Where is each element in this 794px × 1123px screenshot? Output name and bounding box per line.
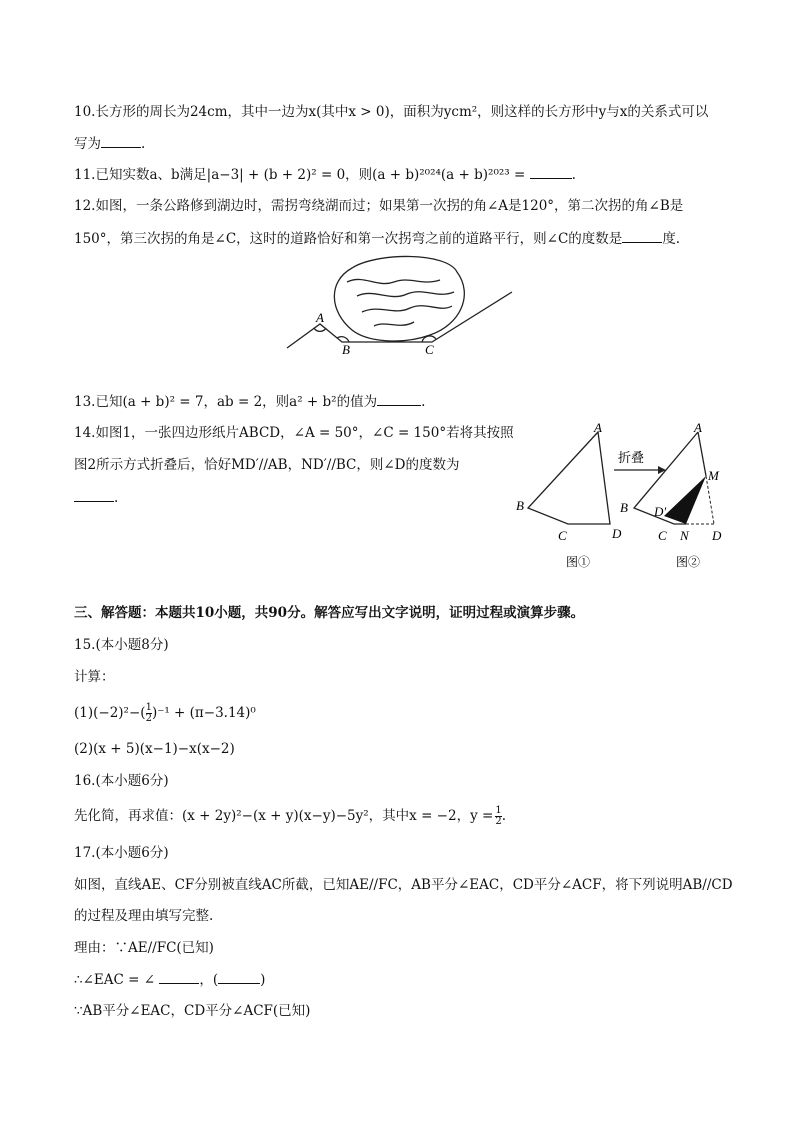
fold-arrow-head bbox=[658, 466, 666, 474]
fig1-caption: 图① bbox=[566, 555, 591, 569]
q15-instruction: 计算： bbox=[74, 669, 115, 685]
q11-text: 11.已知实数a、b满足|a−3| + (b + 2)² = 0，则(a + b)²⁰²⁴(a + b)²⁰²³ = bbox=[74, 167, 526, 183]
q15-title: 15.(本小题8分) bbox=[74, 637, 169, 653]
q17-reason-blank[interactable] bbox=[218, 969, 260, 984]
fig1-label-c: C bbox=[558, 528, 567, 543]
q17-reason: 理由：∵AE//FC(已知) bbox=[74, 940, 214, 956]
q17-angle-blank[interactable] bbox=[159, 969, 199, 984]
q13-answer-blank[interactable] bbox=[377, 391, 421, 406]
q12-suffix: 度. bbox=[662, 231, 681, 247]
q10-line1: 10.长方形的周长为24cm，其中一边为x(其中x > 0)，面积为ycm²，则这样的长方形中y与x的关系式可以 bbox=[74, 104, 709, 120]
q14-line3 bbox=[74, 487, 118, 508]
q13-suffix: . bbox=[421, 394, 426, 410]
q16-suffix: . bbox=[501, 808, 506, 824]
q17-step1-suffix: ) bbox=[260, 972, 266, 988]
q16-frac-den: 2 bbox=[495, 816, 502, 827]
fig2-label-m: M bbox=[708, 468, 719, 483]
fig1-label-a: A bbox=[594, 420, 602, 435]
angle-a-arc bbox=[314, 328, 326, 331]
q13-text: 13.已知(a + b)² = 7，ab = 2，则a² + b²的值为 bbox=[74, 394, 378, 410]
q15-frac-num: 1 bbox=[145, 702, 152, 713]
q15-part1-suffix: )⁻¹ + (π−3.14)⁰ bbox=[151, 705, 256, 721]
q17-title: 17.(本小题6分) bbox=[74, 845, 169, 861]
q16-body bbox=[74, 806, 506, 827]
fig2-label-d: D bbox=[712, 528, 722, 543]
fig2-label-dprime: D′ bbox=[654, 504, 667, 519]
q10-line2 bbox=[74, 133, 145, 154]
q11-line bbox=[74, 164, 576, 185]
q17-line2: 的过程及理由填写完整. bbox=[74, 908, 214, 924]
q12-answer-blank[interactable] bbox=[622, 228, 662, 243]
fig2-label-c: C bbox=[658, 528, 667, 543]
q12-label-a: A bbox=[316, 310, 324, 325]
fig1-label-d: D bbox=[612, 526, 622, 541]
q17-step1 bbox=[74, 969, 265, 990]
q14-line1: 14.如图1，一张四边形纸片ABCD，∠A = 50°，∠C = 150°若将其按照 bbox=[74, 425, 514, 441]
q12-line1: 12.如图，一条公路修到湖边时，需拐弯绕湖而过；如果第一次拐的角∠A是120°，第二次拐的角∠B是 bbox=[74, 198, 684, 214]
q15-part1-prefix: (1)(−2)²−( bbox=[74, 705, 146, 721]
q17-line1: 如图，直线AE、CF分别被直线AC所截，已知AE//FC，AB平分∠EAC，CD平分∠ACF，将下列说明AB//CD bbox=[74, 877, 733, 893]
q17-step2: ∵AB平分∠EAC，CD平分∠ACF(已知) bbox=[74, 1003, 311, 1019]
lake-wave-4 bbox=[374, 322, 414, 326]
q16-frac-num: 1 bbox=[495, 805, 502, 816]
q12-label-b: B bbox=[342, 342, 350, 357]
fig2-caption: 图② bbox=[676, 555, 701, 569]
section3-heading: 三、解答题：本题共10小题，共90分。解答应写出文字说明，证明过程或演算步骤。 bbox=[74, 605, 585, 621]
folded-triangle bbox=[664, 476, 706, 524]
q12-label-c: C bbox=[425, 342, 434, 357]
q14-quadrilateral-fig2 bbox=[634, 432, 706, 524]
q14-line2: 图2所示方式折叠后，恰好MD′//AB，ND′//BC，则∠D的度数为 bbox=[74, 457, 460, 473]
q11-suffix: . bbox=[571, 167, 576, 183]
q12-line2 bbox=[74, 228, 680, 249]
lake-wave-2 bbox=[357, 292, 454, 297]
fig2-label-b: B bbox=[620, 500, 628, 515]
fold-label: 折叠 bbox=[618, 450, 645, 465]
q15-part2: (2)(x + 5)(x−1)−x(x−2) bbox=[74, 741, 235, 757]
q13-line bbox=[74, 391, 425, 412]
lake-wave-1 bbox=[347, 279, 440, 283]
q12-text: 150°，第三次拐的角是∠C，这时的道路恰好和第一次拐弯之前的道路平行，则∠C的度数是 bbox=[74, 231, 623, 247]
lake-outline bbox=[334, 256, 464, 341]
q10-suffix: . bbox=[141, 136, 146, 152]
q15-part1 bbox=[74, 703, 256, 724]
q14-suffix: . bbox=[114, 490, 119, 506]
q12-lake-road-figure bbox=[282, 250, 517, 360]
q11-answer-blank[interactable] bbox=[530, 164, 572, 179]
q14-answer-blank[interactable] bbox=[74, 487, 114, 502]
q10-answer-blank[interactable] bbox=[101, 133, 141, 148]
fig2-label-a: A bbox=[694, 420, 702, 435]
q15-frac-den: 2 bbox=[145, 713, 152, 724]
q10-prefix: 写为 bbox=[74, 136, 101, 152]
q16-title: 16.(本小题6分) bbox=[74, 773, 169, 789]
fig1-label-b: B bbox=[516, 498, 524, 513]
lake-wave-3 bbox=[362, 306, 452, 312]
q14-quadrilateral-fig1 bbox=[528, 432, 610, 524]
q14-figures bbox=[510, 420, 740, 572]
q16-text: 先化简，再求值：(x + 2y)²−(x + y)(x−y)−5y²，其中x = −2，y = bbox=[74, 808, 494, 824]
q17-step1-mid: ，( bbox=[199, 972, 219, 988]
q17-step1-prefix: ∴∠EAC = ∠ bbox=[74, 972, 156, 988]
fig2-label-n: N bbox=[680, 528, 689, 543]
